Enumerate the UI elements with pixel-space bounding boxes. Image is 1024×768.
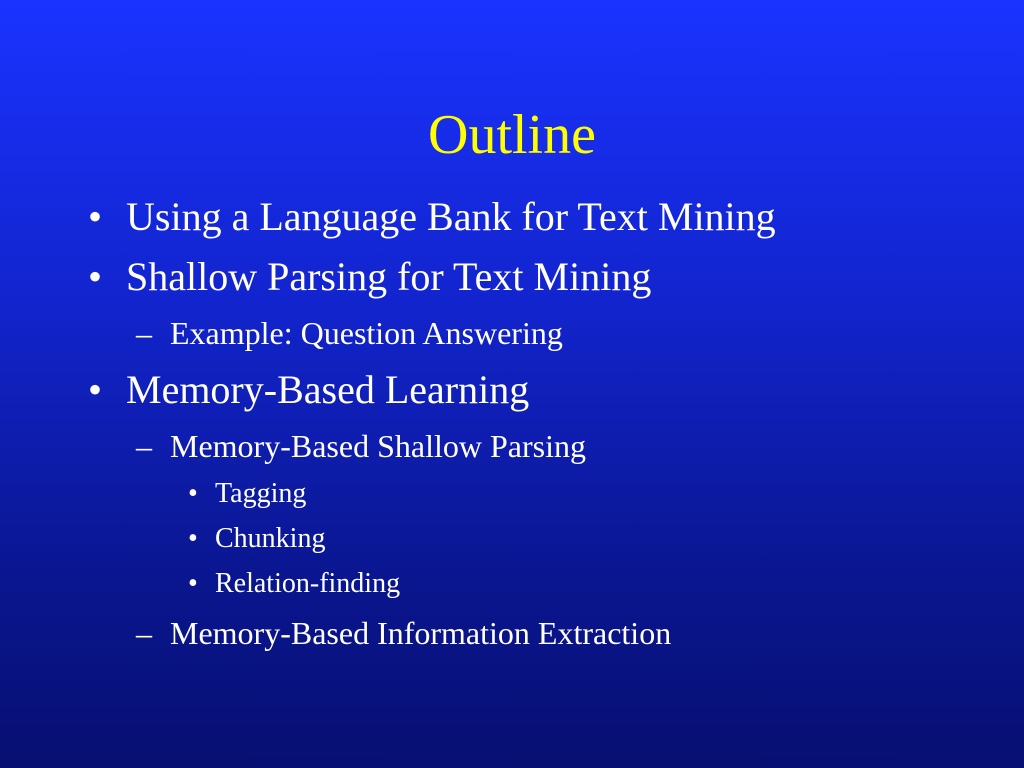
outline-subitem-text: Memory-Based Shallow Parsing xyxy=(170,428,586,464)
dash-marker: – xyxy=(136,315,152,351)
bullet-marker: • xyxy=(188,523,198,554)
bullet-marker: • xyxy=(88,194,103,239)
bullet-marker: • xyxy=(188,478,198,509)
outline-subsubitem-text: Chunking xyxy=(215,523,326,554)
bullet-marker: • xyxy=(88,254,103,299)
outline-subitem-text: Memory-Based Information Extraction xyxy=(170,615,672,651)
dash-marker: – xyxy=(136,428,152,464)
dash-marker: – xyxy=(136,615,152,651)
bullet-marker: • xyxy=(188,568,198,599)
outline-item-text: Shallow Parsing for Text Mining xyxy=(126,254,652,299)
outline-subsubitem-text: Tagging xyxy=(215,478,307,509)
outline-item-text: Memory-Based Learning xyxy=(126,367,530,412)
slide-title: Outline xyxy=(428,104,596,166)
outline-subsubitem-text: Relation-finding xyxy=(215,568,401,599)
outline-subitem-text: Example: Question Answering xyxy=(170,315,563,351)
bullet-marker: • xyxy=(88,367,103,412)
outline-item-text: Using a Language Bank for Text Mining xyxy=(126,194,776,239)
